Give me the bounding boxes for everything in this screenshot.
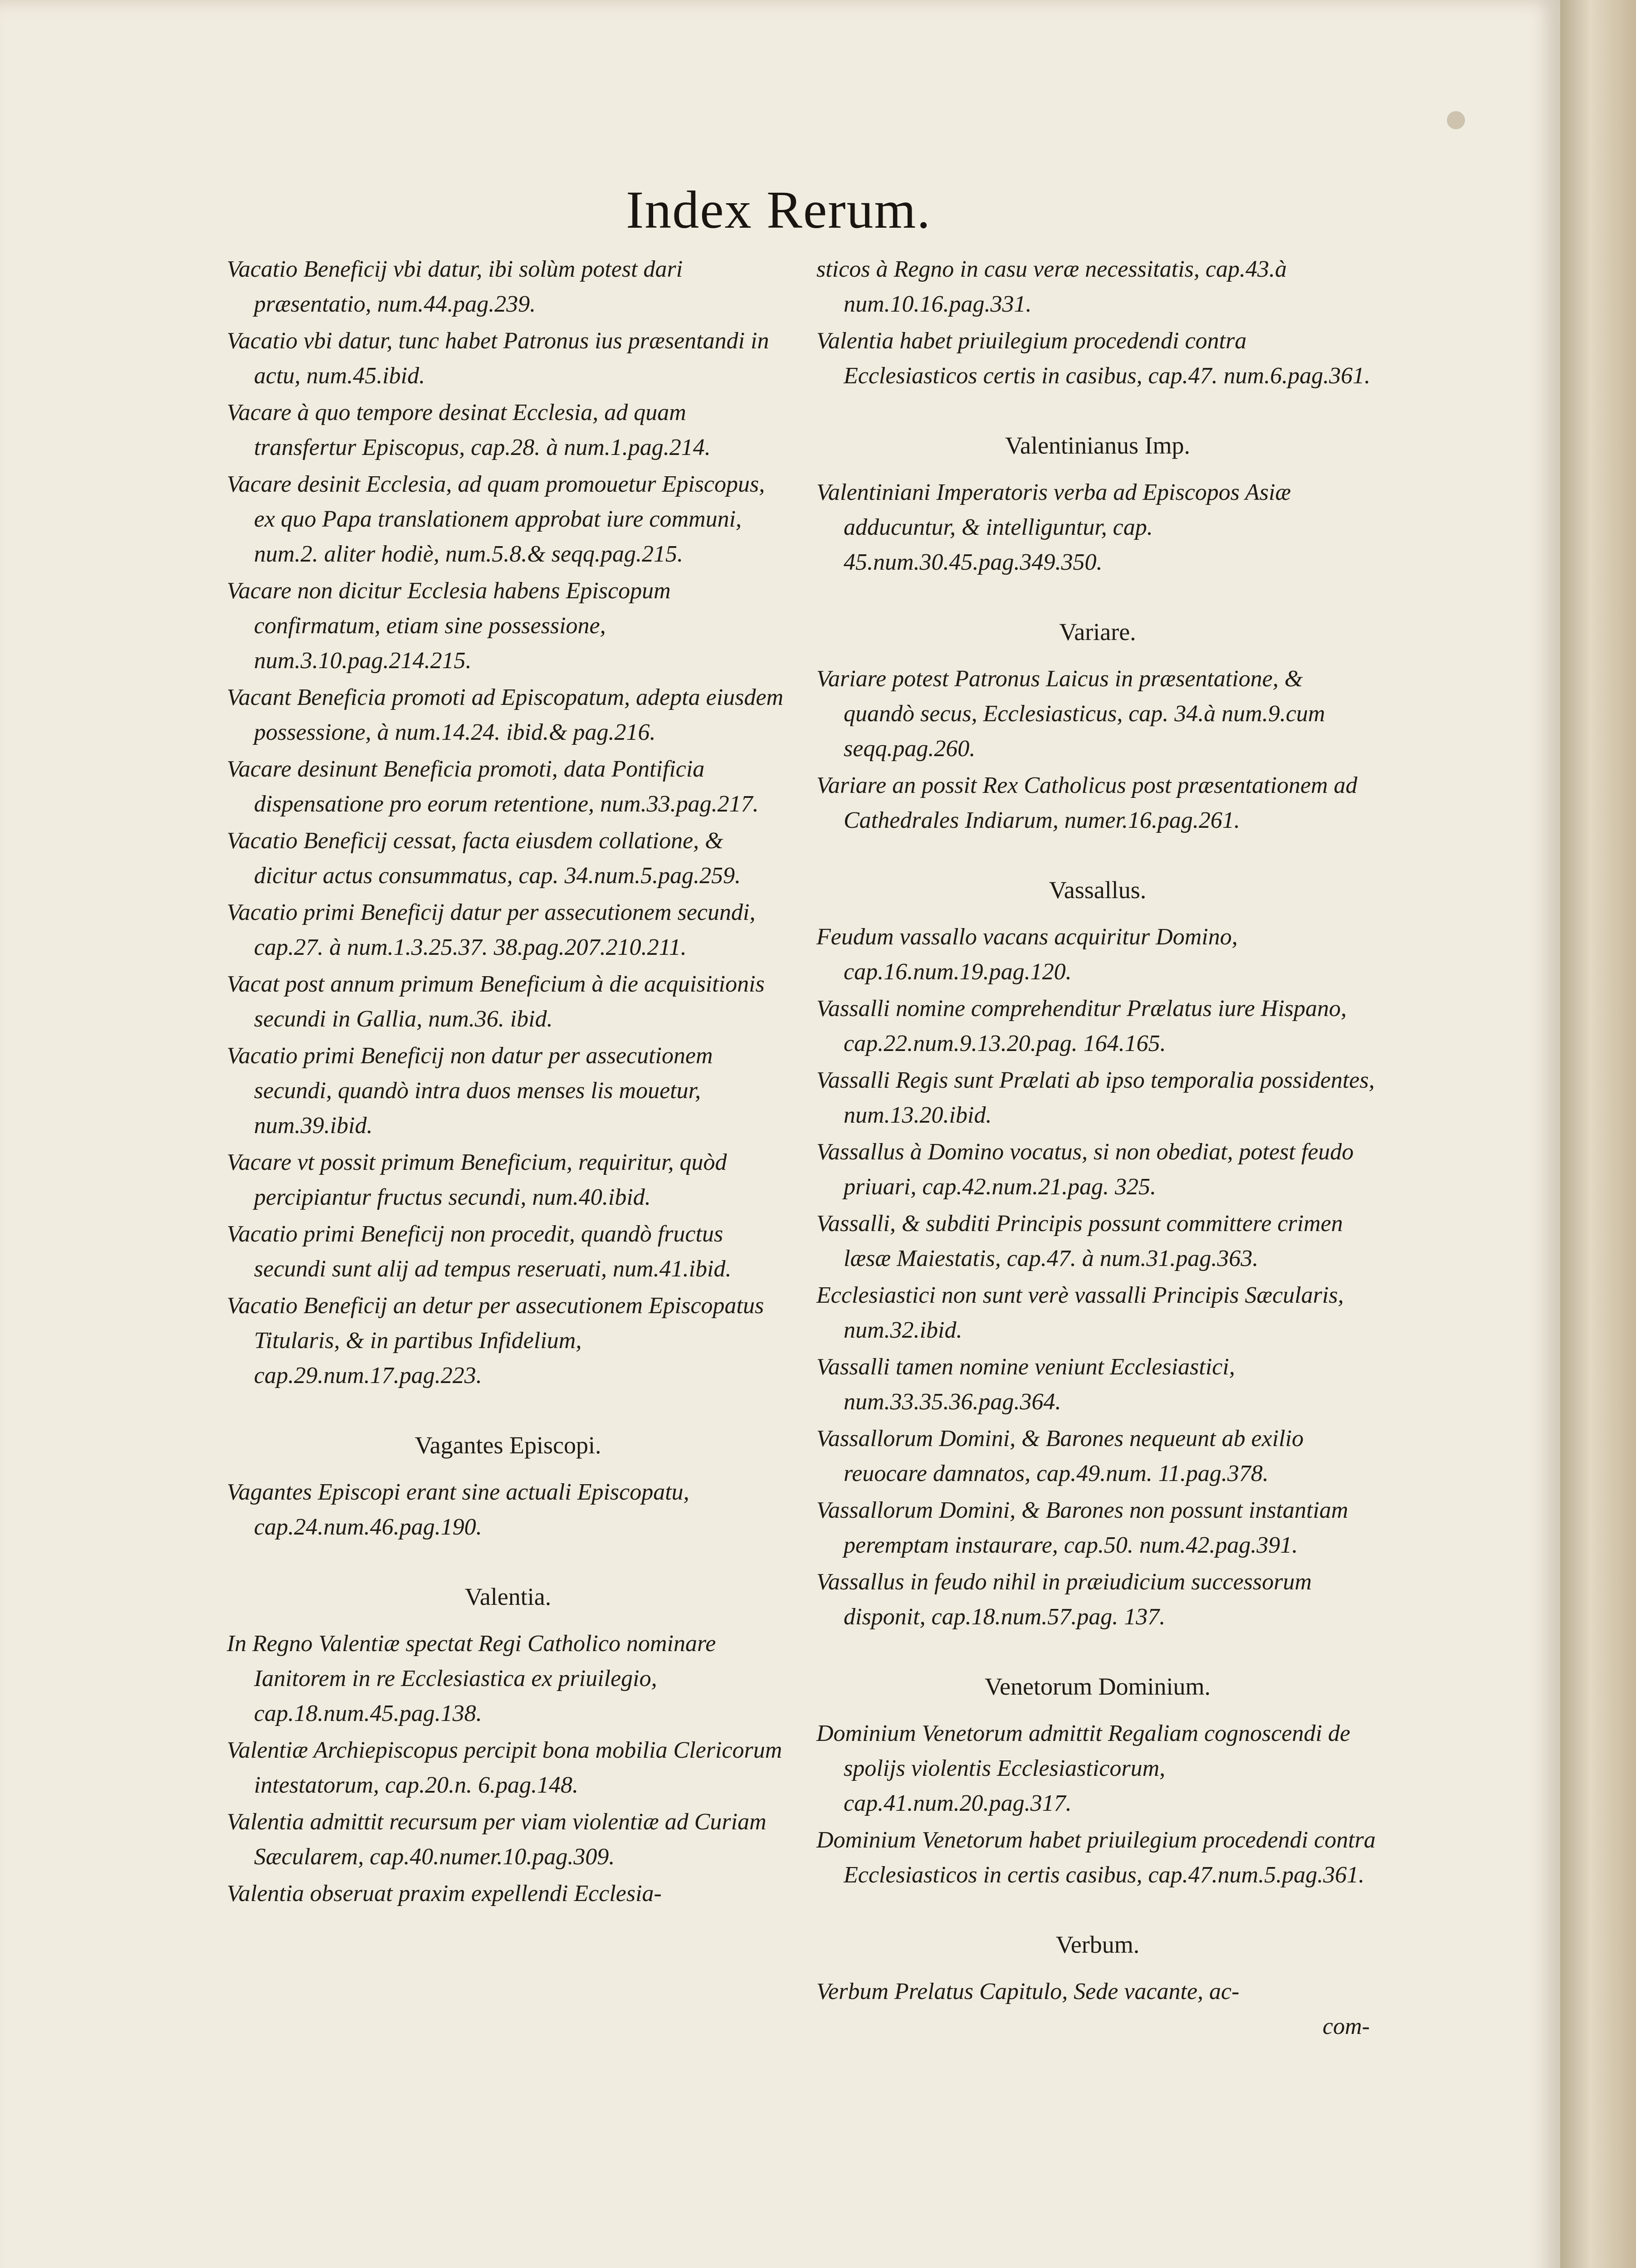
index-entry: Valentia admittit recursum per viam violentiæ ad Curiam Sæcularem, cap.40.numer.10.pag.309. — [227, 1809, 767, 1870]
index-entry: Vassalli nomine comprehenditur Prælatus iure Hispano, cap.22.num.9.13.20.pag. 164.165. — [816, 996, 1347, 1056]
index-entry: Vassalli tamen nomine veniunt Ecclesiastici, num.33.35.36.pag.364. — [816, 1354, 1235, 1415]
index-entry: Variare potest Patronus Laicus in præsentatione, & quandò secus, Ecclesiasticus, cap. 34.à num.9.cum seqq.pag.260. — [816, 666, 1325, 762]
entry-group-vagantes — [227, 1475, 789, 1545]
index-entry: sticos à Regno in casu veræ necessitatis, cap.43.à num.10.16.pag.331. — [816, 256, 1287, 317]
index-entry: Vacare desinunt Beneficia promoti, data Pontificia dispensatione pro eorum retentione, num.33.pag.217. — [227, 756, 759, 817]
entry-group-valentia-cont — [816, 252, 1379, 393]
index-entry: Dominium Venetorum admittit Regaliam cognoscendi de spolijs violentis Ecclesiasticorum, cap.41.num.20.pag.317. — [816, 1721, 1351, 1816]
index-entry: Vacatio Beneficij vbi datur, ibi solùm potest dari præsentatio, num.44.pag.239. — [227, 256, 683, 317]
index-entry: Vacatio Beneficij an detur per assecutionem Episcopatus Titularis, & in partibus Infidelium, cap.29.num.17.pag.223. — [227, 1293, 764, 1388]
heading-variare: Variare. — [1059, 618, 1136, 645]
index-entry: Vassallus in feudo nihil in præiudicium successorum disponit, cap.18.num.57.pag. 137. — [816, 1569, 1312, 1630]
index-entry: Variare an possit Rex Catholicus post præsentationem ad Cathedrales Indiarum, numer.16.pag.261. — [816, 772, 1358, 833]
index-entry: Vacare à quo tempore desinat Ecclesia, ad quam transfertur Episcopus, cap.28. à num.1.pag.214. — [227, 400, 711, 460]
entry-group-vacatio — [227, 252, 789, 1393]
index-entry: Vagantes Episcopi erant sine actuali Episcopatu, cap.24.num.46.pag.190. — [227, 1479, 689, 1540]
index-entry: Ecclesiastici non sunt verè vassalli Principis Sæcularis, num.32.ibid. — [816, 1282, 1344, 1343]
index-entry: Vacatio Beneficij cessat, facta eiusdem collatione, & dicitur actus consummatus, cap. 34.num.5.pag.259. — [227, 828, 741, 889]
entry-group-verbum — [816, 1974, 1379, 2009]
index-entry: Valentia obseruat praxim expellendi Ecclesia- — [227, 1881, 662, 1906]
index-entry: Verbum Prelatus Capitulo, Sede vacante, ac- — [816, 1979, 1240, 2004]
heading-verbum: Verbum. — [1055, 1931, 1140, 1958]
index-entry: Feudum vassallo vacans acquiritur Domino, cap.16.num.19.pag.120. — [816, 924, 1238, 985]
index-entry: Valentiniani Imperatoris verba ad Episcopos Asiæ adducuntur, & intelliguntur, cap. 45.num.30.45.pag.349.350. — [816, 479, 1291, 575]
page-edge — [1560, 0, 1636, 2268]
heading-valentia: Valentia. — [464, 1583, 552, 1610]
entry-group-valentinianus — [816, 475, 1379, 580]
index-entry: Vacatio primi Beneficij datur per assecutionem secundi, cap.27. à num.1.3.25.37. 38.pag.207.210.211. — [227, 899, 756, 960]
index-entry: Vacare desinit Ecclesia, ad quam promouetur Episcopus, ex quo Papa translationem approbat iure communi, num.2. aliter hodiè, num.5.8.& seqq.pag.215. — [227, 471, 765, 567]
right-column — [816, 252, 1379, 2043]
index-entry: Dominium Venetorum habet priuilegium procedendi contra Ecclesiasticos in certis casibus, cap.47.num.5.pag.361. — [816, 1827, 1376, 1888]
entry-group-valentia — [227, 1626, 789, 1911]
index-entry: Vacat post annum primum Beneficium à die acquisitionis secundi in Gallia, num.36. ibid. — [227, 971, 765, 1032]
entry-group-vassallus — [816, 919, 1379, 1634]
index-entry: Vassalli Regis sunt Prælati ab ipso temporalia possidentes, num.13.20.ibid. — [816, 1067, 1375, 1128]
heading-vassallus: Vassallus. — [1049, 876, 1147, 904]
index-entry: Vassallorum Domini, & Barones nequeunt ab exilio reuocare damnatos, cap.49.num. 11.pag.378. — [816, 1426, 1304, 1486]
left-column — [227, 252, 789, 1913]
page-title: Index Rerum. — [626, 180, 931, 240]
index-entry: Valentia habet priuilegium procedendi contra Ecclesiasticos certis in casibus, cap.47. num.6.pag.361. — [816, 328, 1371, 389]
index-entry: Vacatio vbi datur, tunc habet Patronus ius præsentandi in actu, num.45.ibid. — [227, 328, 769, 389]
index-entry: Vacare vt possit primum Beneficium, requiritur, quòd percipiantur fructus secundi, num.40.ibid. — [227, 1149, 727, 1210]
index-entry: Vassallus à Domino vocatus, si non obediat, potest feudo priuari, cap.42.num.21.pag. 325. — [816, 1139, 1354, 1200]
index-entry: Valentiæ Archiepiscopus percipit bona mobilia Clericorum intestatorum, cap.20.n. 6.pag.148. — [227, 1737, 782, 1798]
index-entry: Vacare non dicitur Ecclesia habens Episcopum confirmatum, etiam sine possessione, num.3.10.pag.214.215. — [227, 578, 671, 674]
entry-group-venetorum — [816, 1716, 1379, 1892]
index-entry: Vassallorum Domini, & Barones non possunt instantiam peremptam instaurare, cap.50. num.42.pag.391. — [816, 1497, 1348, 1558]
paper-stain — [1447, 111, 1465, 129]
index-entry: In Regno Valentiæ spectat Regi Catholico nominare Ianitorem in re Ecclesiastica ex priuilegio, cap.18.num.45.pag.138. — [227, 1631, 716, 1726]
index-entry: Vassalli, & subditi Principis possunt committere crimen læsæ Maiestatis, cap.47. à num.31.pag.363. — [816, 1211, 1343, 1271]
index-entry: Vacatio primi Beneficij non datur per assecutionem secundi, quandò intra duos menses lis mouetur, num.39.ibid. — [227, 1043, 713, 1139]
index-entry: Vacant Beneficia promoti ad Episcopatum, adepta eiusdem possessione, à num.14.24. ibid.& pag.216. — [227, 684, 784, 745]
heading-venetorum: Venetorum Dominium. — [985, 1673, 1211, 1700]
heading-vagantes: Vagantes Episcopi. — [415, 1432, 601, 1459]
index-entry: Vacatio primi Beneficij non procedit, quandò fructus secundi sunt alij ad tempus reseruati, num.41.ibid. — [227, 1221, 732, 1282]
entry-group-variare — [816, 661, 1379, 838]
heading-valentinianus: Valentinianus Imp. — [1005, 432, 1190, 459]
catchword: com- — [1323, 2014, 1370, 2039]
